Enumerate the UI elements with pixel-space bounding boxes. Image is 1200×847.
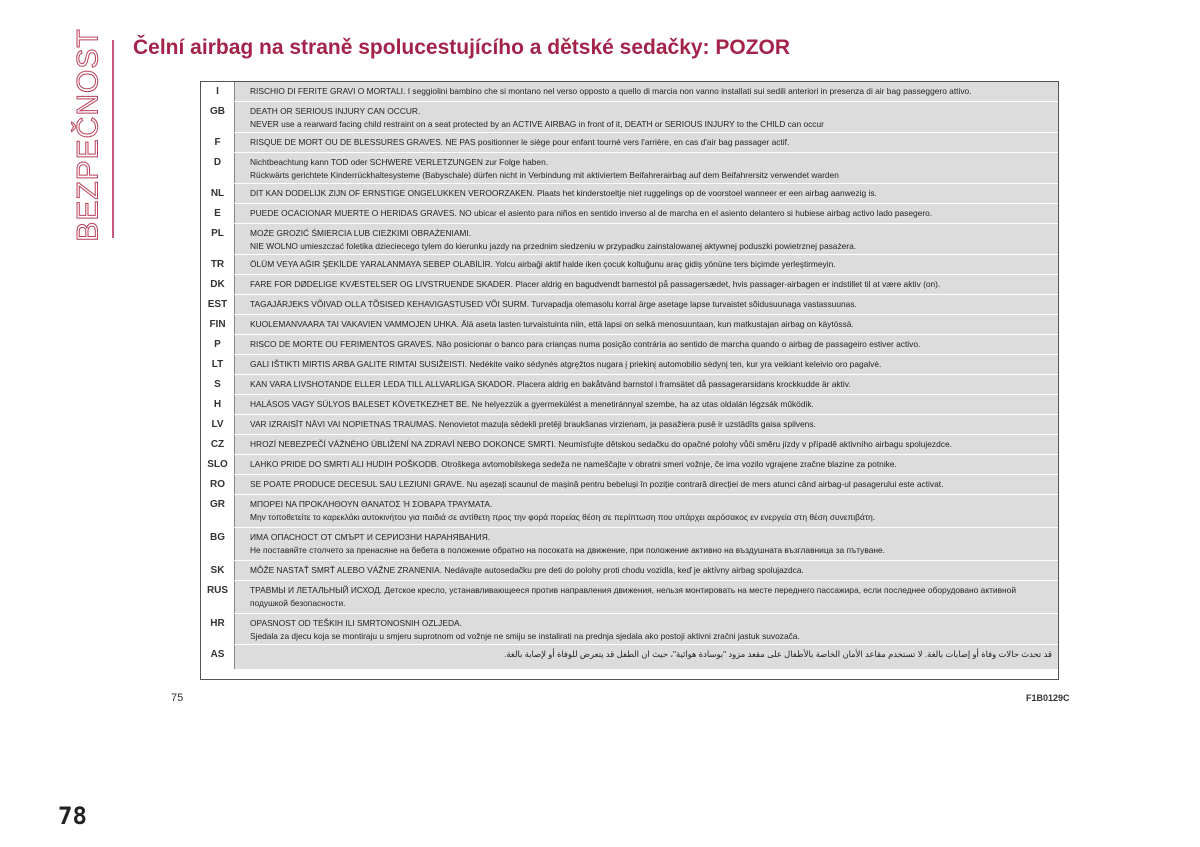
table-row (201, 275, 1058, 295)
figure-page-number: 75 (171, 692, 184, 704)
section-divider (112, 40, 114, 238)
language-code: H (201, 395, 235, 414)
language-code: RO (201, 475, 235, 494)
warning-text (235, 335, 1058, 354)
warning-line: ТРАВМЫ И ЛЕТАЛЬНЫЙ ИСХОД. Детское кресло, устанавливающееся против направления движения, нельзя монтировать на месте переднего пассажира, если последнее оборудовано активной подушкой безопасности. (250, 585, 1016, 608)
language-code: AS (201, 645, 235, 669)
language-code: P (201, 335, 235, 354)
table-row (201, 495, 1058, 528)
warning-line: DIT KAN DODELIJK ZIJN OF ERNSTIGE ONGELUKKEN VEROORZAKEN. Plaats het kinderstoeltje niet ruggelings op de voorstoel wanneer er een airbag aanwezig is. (250, 188, 877, 198)
table-row (201, 153, 1058, 184)
language-code: TR (201, 255, 235, 274)
table-row (201, 395, 1058, 415)
section-tab-label: BEZPEČNOST (72, 28, 105, 242)
language-code: GB (201, 102, 235, 132)
table-row (201, 102, 1058, 133)
table-row (201, 255, 1058, 275)
warning-text (235, 495, 1058, 527)
warning-line: VAR IZRAISĪT NĀVI VAI NOPIETNAS TRAUMAS. Nenovietot mazuļa sēdekli pretēji braukšanas virzienam, ja pasažiera pusē ir uzstādīts gaisa spilvens. (250, 419, 816, 429)
table-row (201, 295, 1058, 315)
warning-line: Sjedala za djecu koja se montiraju u smjeru suprotnom od vožnje ne smiju se instalirati na prednja sjedala ako postoji aktivni zračni jastuk suvozača. (250, 630, 800, 641)
warning-text (235, 614, 1058, 644)
warning-text (235, 645, 1058, 669)
table-row (201, 224, 1058, 255)
warning-line: FARE FOR DØDELIGE KVÆSTELSER OG LIVSTRUENDE SKADER. Placer aldrig en bagudvendt barnestol på passagersædet, hvis passager-airbagen er indstillet til at være aktiv (on). (250, 279, 941, 289)
language-code: SLO (201, 455, 235, 474)
warning-text (235, 315, 1058, 334)
page-number: 78 (58, 802, 87, 830)
table-row (201, 645, 1058, 670)
warning-text (235, 204, 1058, 223)
warning-text (235, 581, 1058, 613)
language-code: NL (201, 184, 235, 203)
language-code: D (201, 153, 235, 183)
language-code: GR (201, 495, 235, 527)
warning-text (235, 82, 1058, 101)
warning-line: ΜΠΟΡΕΙ ΝΑ ΠΡΟΚΛΗΘΟΥΝ ΘΑΝΑΤΟΣ Ή ΣΟΒΑΡΑ ΤΡΑΥΜΑΤΑ. (250, 499, 493, 509)
warning-text (235, 435, 1058, 454)
warning-text (235, 455, 1058, 474)
warning-line: TAGAJÄRJEKS VÕIVAD OLLA TÕSISED KEHAVIGASTUSED VÕI SURM. Turvapadja olemasolu korral ärge asetage lapse turvaistet sõidusuunaga vastassuunas. (250, 299, 857, 309)
table-row (201, 375, 1058, 395)
warning-line: قد تحدث حالات وفاة أو إصابات بالغة. لا تستخدم مقاعد الأمان الخاصة بالأطفال على مقعد مزود "بوسادة هوائية"، حيث ان الطفل قد يتعرض للوفاة أو لإصابة بالغة. (504, 649, 1052, 659)
table-row (201, 82, 1058, 102)
warning-line: ИМА ОПАСНОСТ ОТ СМЪРТ И СЕРИОЗНИ НАРАНЯВАНИЯ. (250, 532, 491, 542)
warning-text (235, 475, 1058, 494)
warning-line: DEATH OR SERIOUS INJURY CAN OCCUR. (250, 106, 421, 116)
warning-line: RISCHIO DI FERITE GRAVI O MORTALI. I seggiolini bambino che si montano nel verso opposto a quello di marcia non vanno installati sui sedili anteriori in presenza di air bag passeggero attivo. (250, 86, 972, 96)
warning-text (235, 395, 1058, 414)
language-code: HR (201, 614, 235, 644)
warning-text (235, 224, 1058, 254)
language-code: SK (201, 561, 235, 580)
warning-line: PUEDE OCACIONAR MUERTE O HERIDAS GRAVES. NO ubicar el asiento para niños en sentido inverso al de marcha en el asiento delantero si hubiese airbag activo lado pasegero. (250, 208, 933, 218)
figure-code: F1B0129C (1026, 693, 1070, 703)
warning-text (235, 295, 1058, 314)
warning-text (235, 133, 1058, 152)
language-code: RUS (201, 581, 235, 613)
language-code: PL (201, 224, 235, 254)
warning-line: RISCO DE MORTE OU FERIMENTOS GRAVES. Não posicionar o banco para crianças numa posição contrária ao sentido de marcha quando o airbag de passageiro estiver activo. (250, 339, 921, 349)
warning-line: MÔŽE NASTAŤ SMRŤ ALEBO VÁŽNE ZRANENIA. Nedávajte autosedačku pre deti do polohy proti chodu vozidla, keď je aktívny airbag spolujazdca. (250, 565, 804, 575)
warning-line: LAHKO PRIDE DO SMRTI ALI HUDIH POŠKODB. Otroškega avtomobilskega sedeža ne nameščajte v obratni smeri vožnje, če ima vozilo vgrajene zračne blazine za potnike. (250, 459, 897, 469)
warning-line: HALÁSOS VAGY SÚLYOS BALESET KÖVETKEZHET BE. Ne helyezzük a gyermekülést a menetiránnyal szembe, ha az utas oldalán légzsák működik. (250, 399, 814, 409)
warning-line: Не поставяйте столчето за пренасяне на бебета в положение обратно на посоката на движение, при положение активно на въздушната възглавница за пътуване. (250, 544, 885, 555)
warning-line: Rückwärts gerichtete Kinderrückhaltesysteme (Babyschale) dürfen nicht in Verbindung mit aktiviertem Beifahrerairbag auf dem Beifahrersitz verwendet warden (250, 169, 839, 180)
language-code: E (201, 204, 235, 223)
warning-line: NIE WOLNO umieszczać foletika dzieciecego tylem do kierunku jazdy na przednim siedzeniu w przypadku zainstalowanej aktywnej poduszki powietrznej pasażera. (250, 240, 857, 251)
warning-text (235, 415, 1058, 434)
table-row (201, 133, 1058, 153)
language-code: F (201, 133, 235, 152)
warning-text (235, 255, 1058, 274)
warning-table (200, 81, 1059, 680)
warning-line: KAN VARA LIVSHOTANDE ELLER LEDA TILL ALLVARLIGA SKADOR. Placera aldrig en bakåtvänd barnstol i framsätet då passagerarsidans krockkudde är aktiv. (250, 379, 851, 389)
table-row (201, 184, 1058, 204)
warning-line: SE POATE PRODUCE DECESUL SAU LEZIUNI GRAVE. Nu așezați scaunul de mașină pentru bebeluși în poziție contrară direcției de mers atunci când airbag-ul pasagerului este activat. (250, 479, 944, 489)
table-row (201, 561, 1058, 581)
warning-line: Nichtbeachtung kann TOD oder SCHWERE VERLETZUNGEN zur Folge haben. (250, 157, 549, 167)
section-tab (64, 28, 114, 242)
warning-line: GALI IŠTIKTI MIRTIS ARBA GALITE RIMTAI SUSIŽEISTI. Nedėkite vaiko sėdynės atgręžtos nugara į priekinį automobilio sėdynį ten, kur yra veikiant keleivio oro pagalvė. (250, 359, 882, 369)
table-row (201, 455, 1058, 475)
warning-line: ÖLÜM VEYA AĞIR ŞEKİLDE YARALANMAYA SEBEP OLABİLİR. Yolcu airbaği aktif halde iken çocuk koltuğunu araç gidiş yönüne ters biçimde yerleştirmeyin. (250, 259, 836, 269)
table-row (201, 528, 1058, 561)
table-row (201, 435, 1058, 455)
language-code: EST (201, 295, 235, 314)
language-code: LV (201, 415, 235, 434)
table-row (201, 315, 1058, 335)
warning-line: HROZÍ NEBEZPEČÍ VÁŽNÉHO ÚBLIŽENÍ NA ZDRAVÍ NEBO DOKONCE SMRTI. Neumísťujte dětskou sedačku do opačné polohy vůči směru jízdy v případě aktivního airbagu spolujezdce. (250, 439, 952, 449)
table-row (201, 581, 1058, 614)
language-code: FIN (201, 315, 235, 334)
language-code: S (201, 375, 235, 394)
table-row (201, 475, 1058, 495)
language-code: I (201, 82, 235, 101)
language-code: CZ (201, 435, 235, 454)
warning-line: Μην τοποθετείτε το καρεκλάκι αυτοκινήτου για παιδιά σε αντίθετη προς την φορά πορείας θέση σε περίπτωση που υπάρχει αερόσακος εν ενεργεία στη θέση συνεπιβάτη. (250, 511, 876, 522)
warning-text (235, 275, 1058, 294)
warning-text (235, 561, 1058, 580)
table-row (201, 415, 1058, 435)
page-title: Čelní airbag na straně spolucestujícího a dětské sedačky: POZOR (133, 36, 791, 59)
warning-text (235, 153, 1058, 183)
warning-line: RISQUE DE MORT OU DE BLESSURES GRAVES. NE PAS positionner le siège pour enfant tourné vers l'arrière, en cas d'air bag passager actif. (250, 137, 790, 147)
warning-line: NEVER use a rearward facing child restraint on a seat protected by an ACTIVE AIRBAG in front of it, DEATH or SERIOUS INJURY to the CHILD can occur (250, 118, 824, 129)
table-row (201, 355, 1058, 375)
warning-text (235, 375, 1058, 394)
warning-line: OPASNOST OD TEŠKIH ILI SMRTONOSNIH OZLJEDA. (250, 618, 462, 628)
language-code: BG (201, 528, 235, 560)
warning-text (235, 102, 1058, 132)
language-code: LT (201, 355, 235, 374)
table-row (201, 204, 1058, 224)
warning-text (235, 528, 1058, 560)
warning-text (235, 355, 1058, 374)
warning-text (235, 184, 1058, 203)
table-row (201, 335, 1058, 355)
warning-line: KUOLEMANVAARA TAI VAKAVIEN VAMMOJEN UHKA. Älä aseta lasten turvaistuinta niin, että lapsi on selkä menosuuntaan, kun matkustajan airbag on käytössä. (250, 319, 854, 329)
language-code: DK (201, 275, 235, 294)
warning-line: MOŻE GROZIĆ ŚMIERCIA LUB CIEŻKIMI OBRAŻENIAMI. (250, 228, 472, 238)
table-row (201, 614, 1058, 645)
